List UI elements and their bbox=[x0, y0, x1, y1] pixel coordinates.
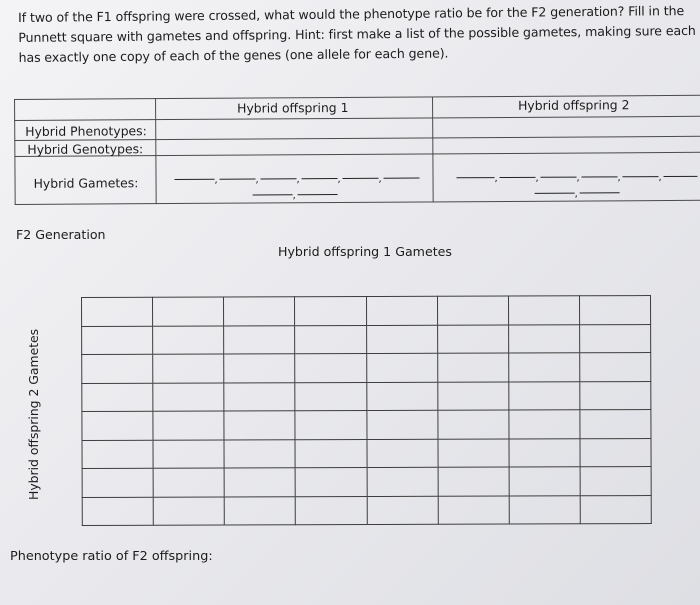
hybrid-offspring-2-gametes-label: Hybrid offspring 2 Gametes bbox=[26, 328, 41, 500]
punnett-row bbox=[82, 410, 651, 440]
punnett-cell[interactable] bbox=[509, 467, 580, 496]
punnett-cell[interactable] bbox=[224, 325, 295, 354]
punnett-cell[interactable] bbox=[295, 468, 366, 497]
punnett-cell[interactable] bbox=[153, 354, 224, 383]
blank-comma: , bbox=[378, 173, 382, 185]
punnett-cell[interactable] bbox=[438, 467, 509, 496]
punnett-cell[interactable] bbox=[580, 438, 651, 467]
punnett-row bbox=[82, 495, 651, 525]
punnett-cell[interactable] bbox=[82, 468, 153, 497]
gamete-blank[interactable] bbox=[253, 194, 293, 195]
punnett-cell[interactable] bbox=[224, 411, 295, 440]
blank-comma: , bbox=[576, 172, 580, 184]
f2-generation-label: F2 Generation bbox=[16, 227, 106, 242]
punnett-cell[interactable] bbox=[508, 353, 579, 382]
question-line: If two of the F1 offspring were crossed, what would the phenotype ratio be for the F2 generation? Fill in the bbox=[18, 3, 685, 25]
hybrid-offspring-1-gametes-label: Hybrid offspring 1 Gametes bbox=[278, 244, 452, 259]
punnett-cell[interactable] bbox=[295, 325, 366, 354]
punnett-cell[interactable] bbox=[366, 410, 437, 439]
hybrid-offspring-1-header: Hybrid offspring 1 bbox=[237, 99, 349, 116]
punnett-cell[interactable] bbox=[224, 439, 295, 468]
gamete-blank[interactable] bbox=[302, 178, 338, 179]
punnett-cell[interactable] bbox=[438, 439, 509, 468]
punnett-cell[interactable] bbox=[437, 325, 508, 354]
punnett-row bbox=[82, 467, 651, 497]
punnett-cell[interactable] bbox=[153, 297, 224, 326]
blank-comma: , bbox=[255, 174, 259, 186]
punnett-cell[interactable] bbox=[224, 382, 295, 411]
punnett-row bbox=[82, 438, 651, 468]
punnett-cell[interactable] bbox=[509, 495, 580, 524]
punnett-cell[interactable] bbox=[367, 467, 438, 496]
punnett-cell[interactable] bbox=[438, 410, 509, 439]
punnett-cell[interactable] bbox=[295, 354, 366, 383]
punnett-square bbox=[81, 295, 652, 526]
punnett-cell[interactable] bbox=[509, 438, 580, 467]
blank-comma: , bbox=[214, 174, 218, 186]
punnett-cell[interactable] bbox=[437, 382, 508, 411]
punnett-cell[interactable] bbox=[580, 381, 651, 410]
punnett-cell[interactable] bbox=[580, 467, 651, 496]
punnett-row bbox=[82, 296, 651, 326]
punnett-cell[interactable] bbox=[153, 497, 224, 526]
punnett-cell[interactable] bbox=[82, 440, 153, 469]
punnett-cell[interactable] bbox=[153, 411, 224, 440]
punnett-cell[interactable] bbox=[366, 353, 437, 382]
blank-comma: , bbox=[574, 188, 578, 200]
punnett-cell[interactable] bbox=[153, 440, 224, 469]
punnett-cell[interactable] bbox=[509, 410, 580, 439]
punnett-row bbox=[82, 353, 651, 383]
punnett-cell[interactable] bbox=[508, 296, 579, 325]
blank-comma: , bbox=[535, 172, 539, 184]
punnett-cell[interactable] bbox=[437, 296, 508, 325]
punnett-cell[interactable] bbox=[82, 383, 153, 412]
punnett-cell[interactable] bbox=[153, 468, 224, 497]
blank-comma: , bbox=[494, 173, 498, 185]
punnett-cell[interactable] bbox=[224, 468, 295, 497]
punnett-cell[interactable] bbox=[153, 326, 224, 355]
gamete-blank[interactable] bbox=[535, 193, 575, 194]
gamete-blank[interactable] bbox=[580, 192, 620, 193]
punnett-cell[interactable] bbox=[579, 324, 650, 353]
gamete-blank[interactable] bbox=[664, 176, 698, 177]
question-line: has exactly one copy of each of the genes (one allele for each gene). bbox=[18, 45, 449, 65]
gamete-blank[interactable] bbox=[582, 176, 618, 177]
question-text bbox=[18, 1, 699, 68]
gamete-blank[interactable] bbox=[298, 194, 338, 195]
gamete-blank[interactable] bbox=[623, 176, 659, 177]
gamete-blank[interactable] bbox=[343, 178, 379, 179]
punnett-cell[interactable] bbox=[82, 497, 153, 526]
gamete-blank[interactable] bbox=[457, 177, 495, 178]
punnett-cell[interactable] bbox=[580, 410, 651, 439]
punnett-cell[interactable] bbox=[224, 496, 295, 525]
punnett-cell[interactable] bbox=[579, 296, 650, 325]
blank-comma: , bbox=[292, 190, 296, 202]
table-rule bbox=[14, 99, 16, 205]
gamete-blank[interactable] bbox=[175, 179, 215, 180]
punnett-cell[interactable] bbox=[82, 326, 153, 355]
blank-comma: , bbox=[296, 174, 300, 186]
table-rule bbox=[14, 116, 700, 122]
blank-comma: , bbox=[337, 174, 341, 186]
punnett-cell[interactable] bbox=[295, 297, 366, 326]
phenotype-ratio-label: Phenotype ratio of F2 offspring: bbox=[10, 549, 213, 564]
punnett-cell[interactable] bbox=[366, 325, 437, 354]
punnett-row bbox=[82, 324, 651, 354]
gamete-blank[interactable] bbox=[384, 178, 420, 179]
gamete-blank[interactable] bbox=[541, 177, 577, 178]
punnett-cell[interactable] bbox=[366, 296, 437, 325]
punnett-cell[interactable] bbox=[580, 495, 651, 524]
blank-comma: , bbox=[658, 172, 662, 184]
punnett-cell[interactable] bbox=[296, 496, 367, 525]
gamete-blank[interactable] bbox=[220, 179, 256, 180]
punnett-cell[interactable] bbox=[366, 439, 437, 468]
punnett-cell[interactable] bbox=[437, 353, 508, 382]
hybrid-offspring-2-header: Hybrid offspring 2 bbox=[518, 97, 630, 113]
punnett-cell[interactable] bbox=[509, 381, 580, 410]
punnett-cell[interactable] bbox=[82, 411, 153, 440]
hybrid-table bbox=[14, 89, 700, 206]
punnett-cell[interactable] bbox=[580, 353, 651, 382]
punnett-cell[interactable] bbox=[366, 382, 437, 411]
punnett-cell[interactable] bbox=[153, 383, 224, 412]
hybrid-genotypes-label: Hybrid Genotypes: bbox=[27, 141, 144, 157]
punnett-cell[interactable] bbox=[295, 439, 366, 468]
gamete-blank[interactable] bbox=[261, 178, 297, 179]
punnett-cell[interactable] bbox=[224, 354, 295, 383]
hybrid-phenotypes-label: Hybrid Phenotypes: bbox=[25, 123, 147, 139]
table-rule bbox=[15, 200, 700, 206]
punnett-cell[interactable] bbox=[224, 297, 295, 326]
punnett-cell[interactable] bbox=[438, 496, 509, 525]
gamete-blank[interactable] bbox=[500, 177, 536, 178]
blank-comma: , bbox=[617, 172, 621, 184]
punnett-cell[interactable] bbox=[295, 382, 366, 411]
punnett-cell[interactable] bbox=[295, 411, 366, 440]
table-rule bbox=[432, 96, 434, 202]
punnett-row bbox=[82, 381, 651, 411]
punnett-cell[interactable] bbox=[82, 297, 153, 326]
punnett-cell[interactable] bbox=[508, 324, 579, 353]
question-line: Punnett square with gametes and offspring. Hint: first make a list of the possible gametes, making sure each bbox=[18, 22, 696, 45]
hybrid-gametes-label: Hybrid Gametes: bbox=[33, 175, 139, 191]
table-rule bbox=[155, 98, 157, 204]
punnett-cell[interactable] bbox=[367, 496, 438, 525]
punnett-cell[interactable] bbox=[82, 354, 153, 383]
